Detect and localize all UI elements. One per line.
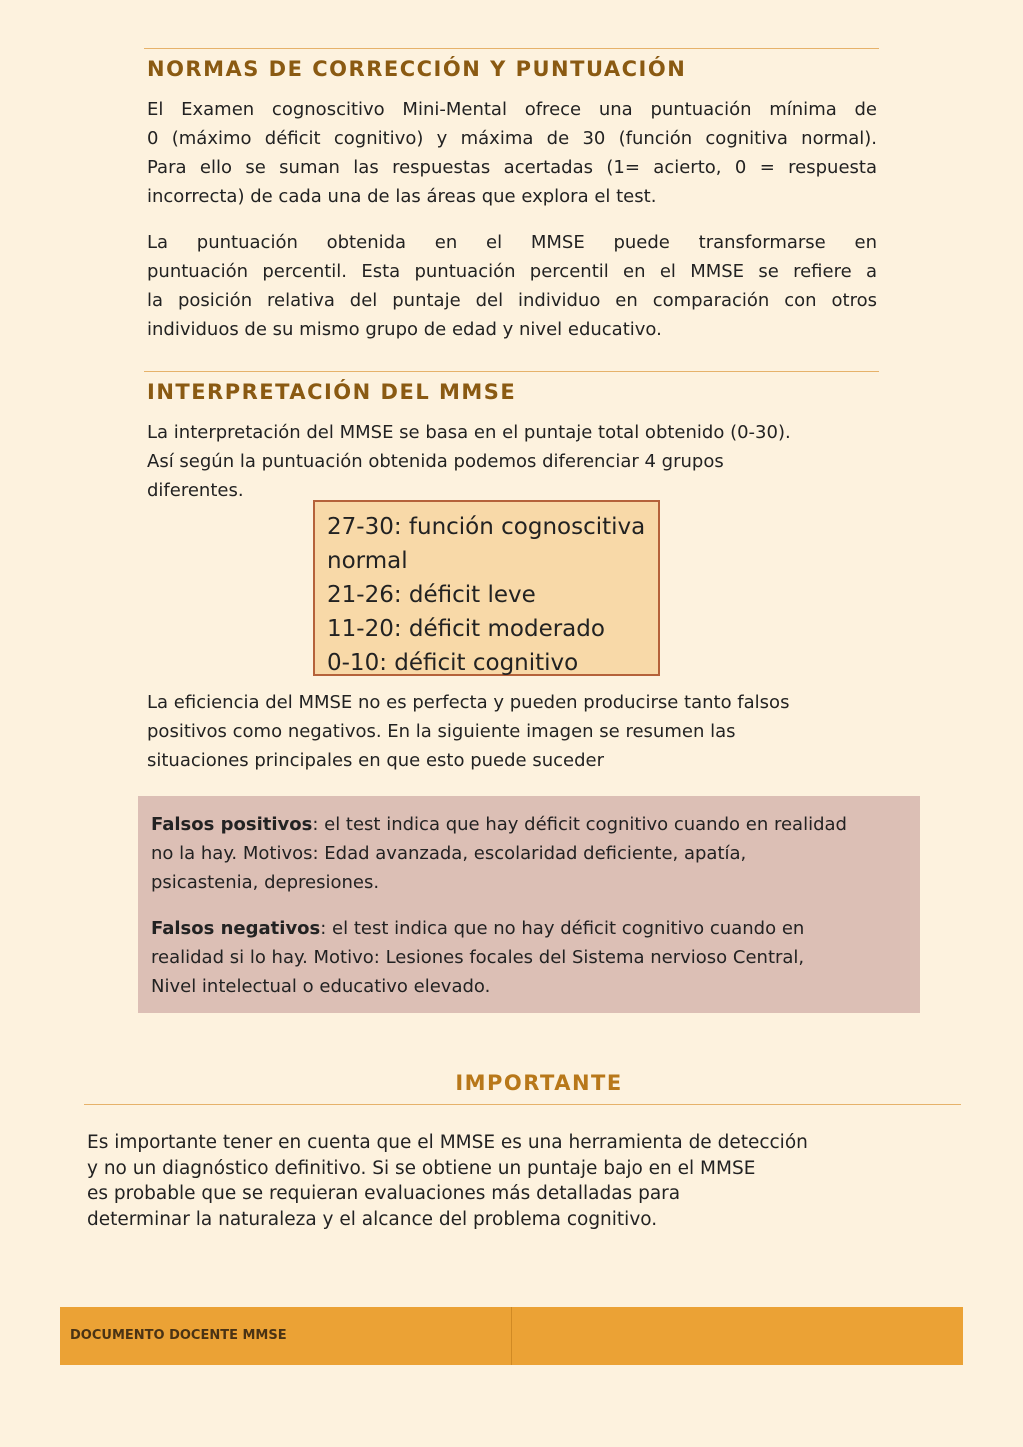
section-divider [144, 371, 879, 372]
text-line: El Examen cognoscitivo Mini-Mental ofrece una puntuación mínima de [147, 99, 877, 120]
false-negatives-paragraph [151, 914, 908, 1001]
normas-paragraph-2 [147, 228, 877, 344]
text-line: determinar la naturaleza y el alcance del problema cognitivo. [87, 1208, 658, 1230]
footer-divider [511, 1307, 512, 1365]
footer-label: DOCUMENTO DOCENTE MMSE [70, 1328, 287, 1343]
score-range-line: 21-26: déficit leve [327, 582, 536, 608]
text-line: 0 (máximo déficit cognitivo) y máxima de 30 (función cognitiva normal). [147, 128, 877, 149]
normas-paragraph-1 [147, 95, 877, 211]
interpretacion-intro [147, 418, 887, 505]
false-negatives-label: Falsos negativos [151, 918, 321, 939]
false-results-box [138, 796, 920, 1013]
top-divider [144, 48, 879, 49]
score-range-line: 0-10: déficit cognitivo [327, 650, 579, 676]
text-line: situaciones principales en que esto puede suceder [147, 750, 604, 771]
text-line: Para ello se suman las respuestas acertadas (1= acierto, 0 = respuesta [147, 157, 877, 178]
text-line: La eficiencia del MMSE no es perfecta y pueden producirse tanto falsos [147, 692, 790, 713]
text-line: individuos de su mismo grupo de edad y nivel educativo. [147, 319, 662, 340]
text-line: y no un diagnóstico definitivo. Si se obtiene un puntaje bajo en el MMSE [87, 1157, 756, 1179]
text-line: realidad si lo hay. Motivo: Lesiones focales del Sistema nervioso Central, [151, 947, 805, 968]
score-range-line: 11-20: déficit moderado [327, 616, 605, 642]
score-range-line: 27-30: función cognoscitiva [327, 514, 646, 540]
text-line [151, 810, 908, 839]
text-line: Es importante tener en cuenta que el MMSE es una herramienta de detección [87, 1132, 808, 1153]
text-line: puntuación percentil. Esta puntuación percentil en el MMSE se refiere a [147, 261, 877, 282]
false-positives-paragraph [151, 810, 908, 897]
efficiency-paragraph [147, 688, 887, 775]
text-line: positivos como negativos. En la siguiente imagen se resumen las [147, 721, 736, 742]
footer-bar [60, 1307, 963, 1365]
text-line: La interpretación del MMSE se basa en el puntaje total obtenido (0-30). [147, 422, 791, 443]
section-title-normas: NORMAS DE CORRECCIÓN Y PUNTUACIÓN [147, 57, 687, 81]
text-line: La puntuación obtenida en el MMSE puede transformarse en [147, 232, 877, 253]
text-line: psicastenia, depresiones. [151, 872, 380, 893]
importante-paragraph [87, 1130, 947, 1232]
section-title-interpretacion: INTERPRETACIÓN DEL MMSE [147, 380, 517, 404]
section-divider [84, 1104, 961, 1105]
text-line: no la hay. Motivos: Edad avanzada, escolaridad deficiente, apatía, [151, 843, 747, 864]
text-line: incorrecta) de cada una de las áreas que explora el test. [147, 186, 657, 207]
text-line: diferentes. [147, 480, 244, 501]
text-line: Así según la puntuación obtenida podemos diferenciar 4 grupos [147, 451, 724, 472]
false-negatives-text: : el test indica que no hay déficit cognitivo cuando en [320, 918, 805, 939]
false-positives-text: : el test indica que hay déficit cognitivo cuando en realidad [312, 814, 847, 835]
score-range-line: normal [327, 548, 408, 574]
text-line: Nivel intelectual o educativo elevado. [151, 976, 491, 997]
false-positives-label: Falsos positivos [151, 814, 313, 835]
text-line: es probable que se requieran evaluaciones más detalladas para [87, 1183, 681, 1204]
score-ranges-box [313, 500, 660, 676]
text-line [151, 914, 908, 943]
text-line: la posición relativa del puntaje del individuo en comparación con otros [147, 290, 877, 311]
section-title-importante: IMPORTANTE [455, 1071, 623, 1095]
